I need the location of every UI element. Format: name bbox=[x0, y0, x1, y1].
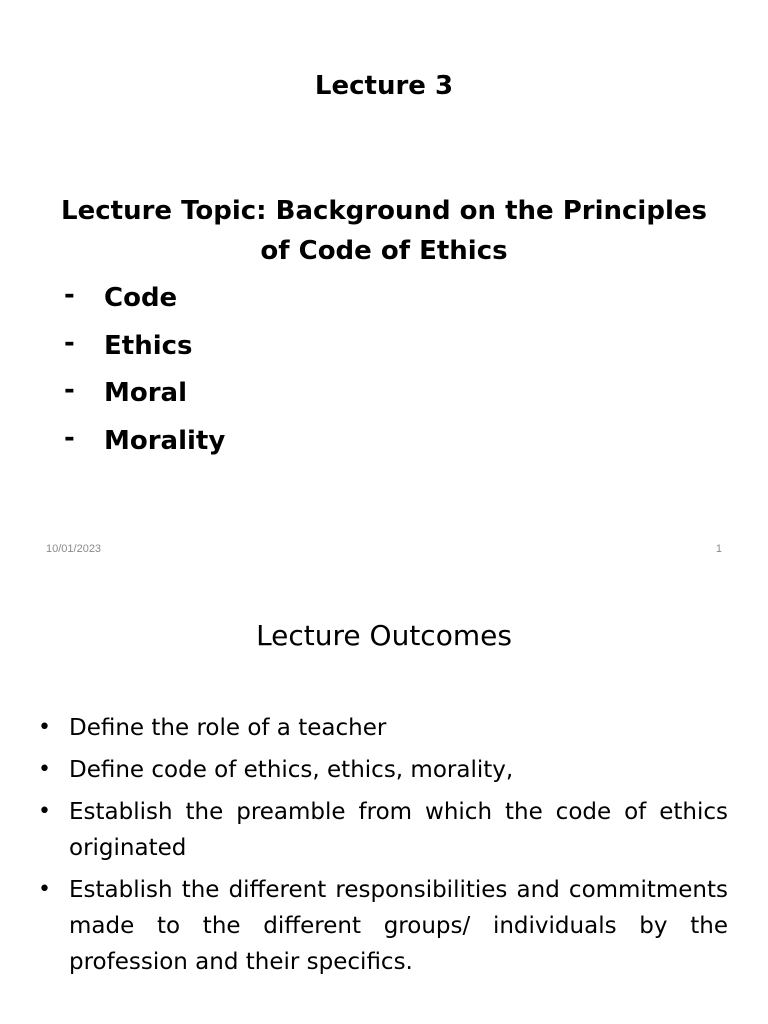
outcome-text: Define code of ethics, ethics, morality, bbox=[69, 757, 514, 783]
slide-title: Lecture 3 bbox=[314, 71, 454, 101]
dash-marker: - bbox=[64, 375, 75, 405]
bullet-icon: • bbox=[38, 715, 51, 740]
bullet-icon: • bbox=[38, 799, 51, 824]
footer-date: 10/01/2023 bbox=[46, 543, 102, 555]
list-item bbox=[0, 710, 768, 746]
list-item bbox=[0, 794, 768, 866]
term-ethics: Ethics bbox=[104, 330, 193, 361]
term-code: Code bbox=[104, 283, 178, 313]
dash-marker: - bbox=[64, 280, 75, 310]
dash-marker: - bbox=[64, 327, 75, 358]
slide-title: Lecture Outcomes bbox=[256, 619, 512, 652]
outcome-text: Establish the preamble from which the code of ethics originated bbox=[69, 799, 728, 861]
lecture-topic bbox=[60, 191, 708, 271]
outcome-text: Define the role of a teacher bbox=[69, 715, 387, 741]
term-morality: Morality bbox=[104, 425, 226, 456]
dash-marker: - bbox=[64, 422, 75, 453]
bullet-icon: • bbox=[38, 877, 51, 902]
outcomes-list bbox=[0, 710, 768, 980]
term-moral: Moral bbox=[104, 378, 188, 408]
bullet-icon: • bbox=[38, 757, 51, 782]
page-number: 1 bbox=[715, 543, 722, 555]
lecture-topic-line-2: of Code of Ethics bbox=[260, 236, 508, 266]
slide-2 bbox=[0, 568, 768, 1024]
list-item bbox=[0, 752, 768, 788]
outcome-text: Establish the different responsibilities and commitments made to the different groups/ individuals by the profession and their specifics. bbox=[69, 877, 728, 975]
lecture-topic-line-1: Lecture Topic: Background on the Principles bbox=[61, 196, 707, 226]
list-item bbox=[0, 872, 768, 980]
